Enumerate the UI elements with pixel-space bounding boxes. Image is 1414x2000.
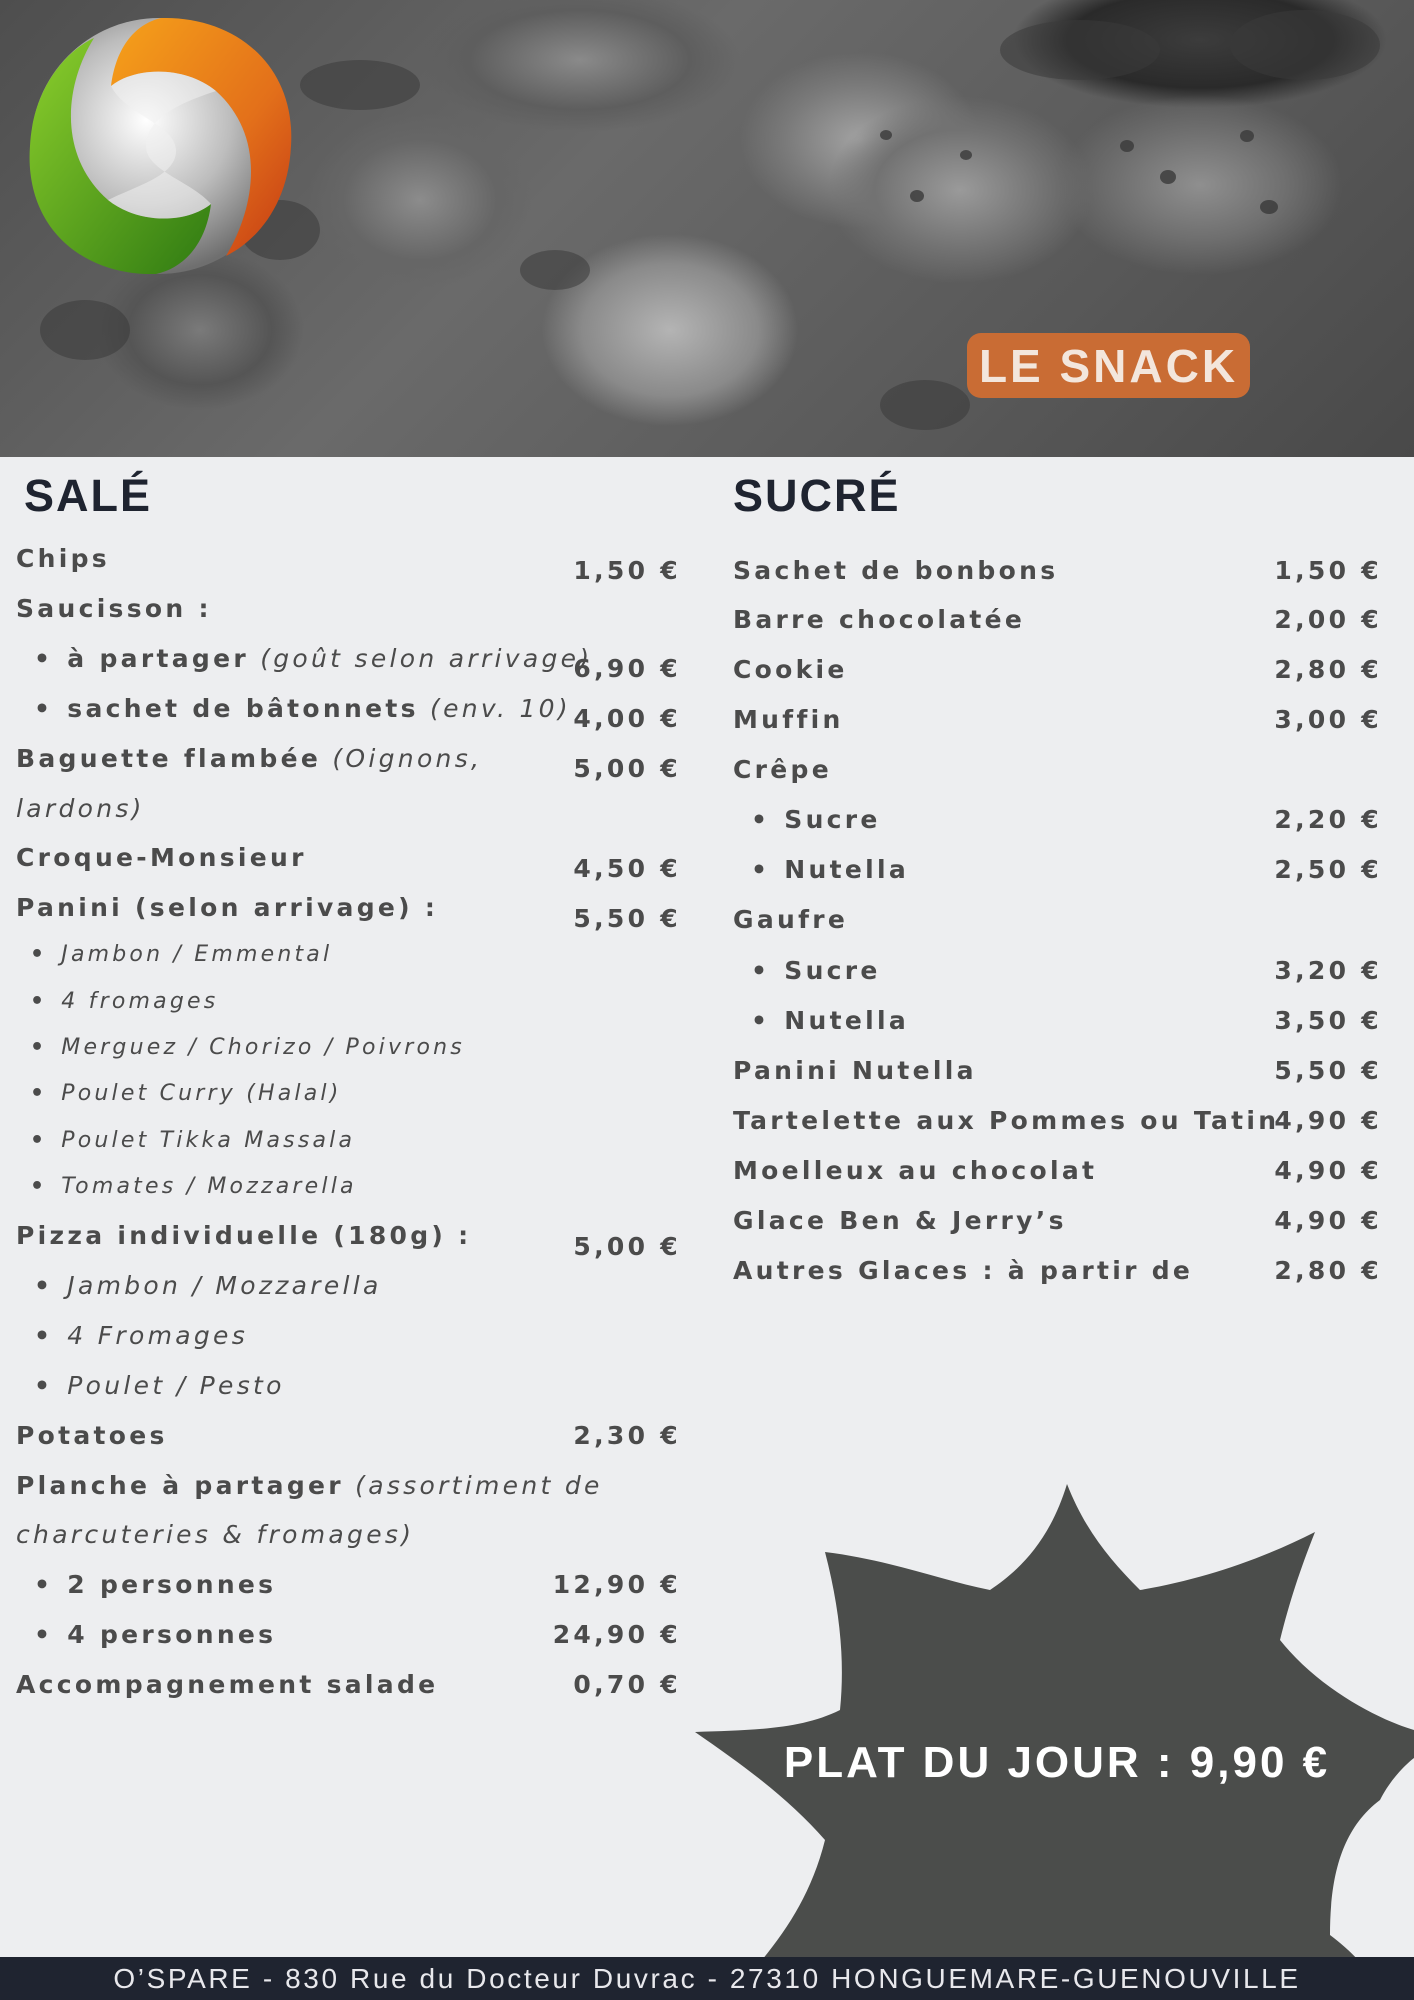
list-item: • Nutella bbox=[751, 1008, 909, 1033]
list-item: • Tomates / Mozzarella bbox=[30, 1176, 357, 1198]
list-item: • Poulet Tikka Massala bbox=[30, 1130, 355, 1152]
price-planche4: 24,90 € bbox=[552, 1620, 681, 1649]
list-item: • Poulet / Pesto bbox=[34, 1373, 285, 1398]
list-item: • 4 personnes bbox=[34, 1622, 276, 1647]
item-autres-glaces: Autres Glaces : à partir de bbox=[733, 1256, 1194, 1285]
item-barre: Barre chocolatée bbox=[733, 605, 1026, 634]
footer-address: O’SPARE - 830 Rue du Docteur Duvrac - 27310 HONGUEMARE-GUENOUVILLE bbox=[0, 1957, 1414, 2000]
plat-du-jour: PLAT DU JOUR : 9,90 € bbox=[783, 1738, 1331, 1787]
list-item: • à partager (goût selon arrivage) bbox=[34, 646, 592, 671]
price-tartelette: 4,90 € bbox=[1274, 1106, 1382, 1135]
sucre-title: SUCRÉ bbox=[733, 470, 901, 521]
list-item: • Jambon / Emmental bbox=[30, 944, 332, 966]
price-potatoes: 2,30 € bbox=[573, 1421, 681, 1450]
hero-banner bbox=[0, 0, 1414, 457]
price-croque: 4,50 € bbox=[573, 854, 681, 883]
list-item: • 4 Fromages bbox=[34, 1323, 248, 1348]
item-planche: Planche à partager (assortiment de bbox=[16, 1471, 603, 1500]
price-planche2: 12,90 € bbox=[552, 1570, 681, 1599]
price-panini-nutella: 5,50 € bbox=[1274, 1056, 1382, 1085]
item-ben-jerry: Glace Ben & Jerry’s bbox=[733, 1206, 1067, 1235]
item-cookie: Cookie bbox=[733, 655, 848, 684]
snack-badge: LE SNACK bbox=[967, 333, 1250, 398]
list-item: • Sucre bbox=[751, 958, 881, 983]
price-cookie: 2,80 € bbox=[1274, 655, 1382, 684]
list-item: • Poulet Curry (Halal) bbox=[30, 1083, 342, 1105]
price-batonnets: 4,00 € bbox=[573, 704, 681, 733]
price-bonbons: 1,50 € bbox=[1274, 556, 1382, 585]
sale-title: SALÉ bbox=[24, 470, 153, 521]
item-chips: Chips bbox=[16, 544, 110, 573]
price-baguette: 5,00 € bbox=[573, 754, 681, 783]
list-item: • Merguez / Chorizo / Poivrons bbox=[30, 1037, 465, 1059]
price-autres-glaces: 2,80 € bbox=[1274, 1256, 1382, 1285]
item-saucisson: Saucisson : bbox=[16, 594, 212, 623]
list-item: • 4 fromages bbox=[30, 991, 218, 1013]
item-bonbons: Sachet de bonbons bbox=[733, 556, 1059, 585]
item-gaufre: Gaufre bbox=[733, 905, 849, 934]
price-ben-jerry: 4,90 € bbox=[1274, 1206, 1382, 1235]
item-salade: Accompagnement salade bbox=[16, 1670, 439, 1699]
price-salade: 0,70 € bbox=[573, 1670, 681, 1699]
price-chips: 1,50 € bbox=[573, 556, 681, 585]
item-pizza: Pizza individuelle (180g) : bbox=[16, 1221, 472, 1250]
price-muffin: 3,00 € bbox=[1274, 705, 1382, 734]
item-baguette: Baguette flambée (Oignons, bbox=[16, 744, 483, 773]
price-barre: 2,00 € bbox=[1274, 605, 1382, 634]
item-planche-note: charcuteries & fromages) bbox=[16, 1520, 415, 1549]
s-sphere-logo-icon bbox=[16, 6, 302, 278]
item-potatoes: Potatoes bbox=[16, 1421, 168, 1450]
item-panini: Panini (selon arrivage) : bbox=[16, 893, 439, 922]
item-moelleux: Moelleux au chocolat bbox=[733, 1156, 1098, 1185]
item-crepe: Crêpe bbox=[733, 755, 832, 784]
price-gaufre-nutella: 3,50 € bbox=[1274, 1006, 1382, 1035]
list-item: • Jambon / Mozzarella bbox=[34, 1273, 382, 1298]
item-tartelette: Tartelette aux Pommes ou Tatin bbox=[733, 1106, 1280, 1135]
item-panini-nutella: Panini Nutella bbox=[733, 1056, 977, 1085]
price-partager: 6,90 € bbox=[573, 654, 681, 683]
price-crepe-nutella: 2,50 € bbox=[1274, 855, 1382, 884]
list-item: • Nutella bbox=[751, 857, 909, 882]
list-item: • 2 personnes bbox=[34, 1572, 276, 1597]
price-panini: 5,50 € bbox=[573, 904, 681, 933]
price-crepe-sucre: 2,20 € bbox=[1274, 805, 1382, 834]
price-moelleux: 4,90 € bbox=[1274, 1156, 1382, 1185]
list-item: • Sucre bbox=[751, 807, 881, 832]
item-muffin: Muffin bbox=[733, 705, 844, 734]
price-pizza: 5,00 € bbox=[573, 1232, 681, 1261]
item-baguette-note: lardons) bbox=[16, 794, 145, 823]
item-croque: Croque-Monsieur bbox=[16, 843, 307, 872]
list-item: • sachet de bâtonnets (env. 10) bbox=[34, 696, 571, 721]
price-gaufre-sucre: 3,20 € bbox=[1274, 956, 1382, 985]
